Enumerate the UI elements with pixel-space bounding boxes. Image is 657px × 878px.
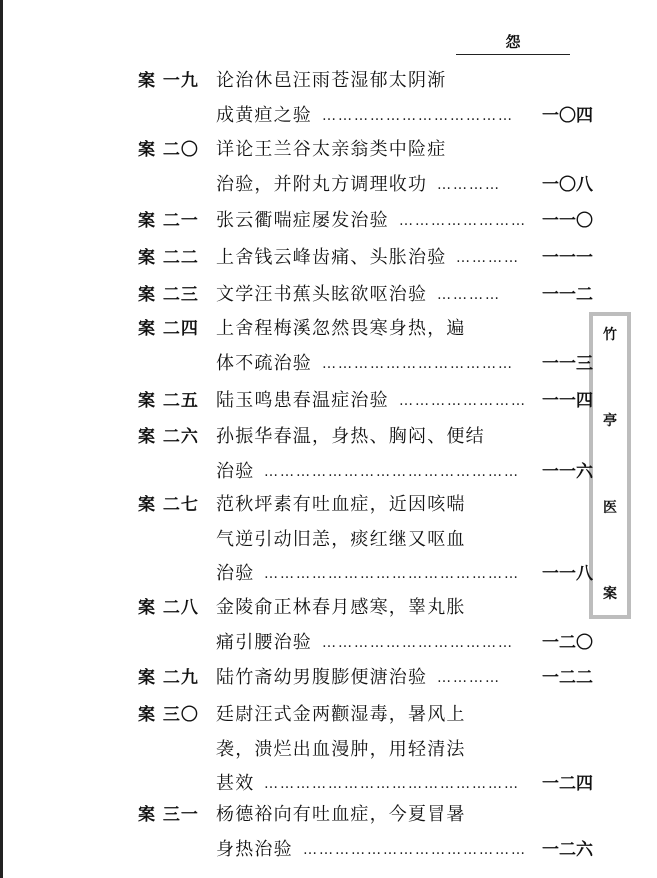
entry-title: 治验，并附丸方调理收功 bbox=[216, 173, 428, 195]
entry-title: 论治休邑汪雨苍湿郁太阴渐 bbox=[216, 70, 447, 91]
dot-leader: ……………………………… bbox=[322, 355, 514, 372]
dot-leader: ……………………………… bbox=[322, 634, 514, 651]
entry-title: 杨德裕向有吐血症，今夏冒暑 bbox=[216, 804, 466, 825]
entry-title: 上舍钱云峰齿痛、头胀治验 bbox=[216, 247, 447, 268]
toc-line bbox=[0, 769, 657, 799]
toc-line bbox=[0, 735, 657, 765]
dot-leader: …………………… bbox=[399, 213, 527, 229]
entry-title: 详论王兰谷太亲翁类中险症 bbox=[216, 139, 447, 160]
side-title-char: 医 bbox=[603, 499, 617, 516]
toc-line bbox=[0, 349, 657, 379]
dot-leader: ………… bbox=[437, 670, 501, 686]
case-number: 案 二二 bbox=[138, 248, 199, 268]
toc-line bbox=[0, 525, 657, 555]
toc-line bbox=[0, 628, 657, 658]
case-number: 案 二五 bbox=[138, 391, 199, 411]
toc-line bbox=[0, 835, 657, 865]
toc-line bbox=[0, 559, 657, 589]
dot-leader: ……………………………… bbox=[322, 107, 514, 124]
toc-line bbox=[0, 700, 657, 730]
page-number: 一二四 bbox=[542, 774, 593, 795]
page-number: 一一二 bbox=[542, 285, 593, 305]
toc-line bbox=[0, 800, 657, 830]
dot-leader: ………… bbox=[437, 176, 501, 193]
case-number: 案 二一 bbox=[138, 211, 199, 231]
case-number: 案 三一 bbox=[138, 805, 199, 825]
side-title-char: 案 bbox=[603, 585, 617, 602]
entry-title: 金陵俞正林春月感寒，睾丸胀 bbox=[216, 597, 466, 618]
case-number: 案 二七 bbox=[138, 495, 199, 515]
entry-title: 治验 bbox=[216, 460, 255, 482]
dot-leader: ………………………………………… bbox=[264, 566, 520, 583]
entry-title: 范秋坪素有吐血症，近因咳喘 bbox=[216, 494, 466, 515]
running-header: 怨 bbox=[456, 32, 570, 55]
entry-title: 上舍程梅溪忽然畏寒身热，遍 bbox=[216, 318, 466, 339]
case-number: 案 二三 bbox=[138, 285, 199, 305]
entry-title: 陆玉鸣患春温症治验 bbox=[216, 390, 389, 411]
dot-leader: ………… bbox=[456, 250, 520, 266]
entry-title: 袭，溃烂出血漫肿，用轻清法 bbox=[216, 738, 466, 760]
case-number: 案 二六 bbox=[138, 427, 199, 447]
page-number: 一一八 bbox=[542, 564, 593, 585]
page-number: 一〇四 bbox=[542, 105, 593, 126]
toc-line bbox=[0, 135, 657, 165]
toc-line bbox=[0, 170, 657, 200]
entry-title: 气逆引动旧恙，痰红继又呕血 bbox=[216, 528, 466, 550]
page-number: 一一六 bbox=[542, 461, 593, 482]
page-number: 一一一 bbox=[542, 248, 593, 268]
dot-leader: …………………… bbox=[399, 393, 527, 409]
entry-title: 体不疏治验 bbox=[216, 352, 312, 374]
toc-line bbox=[0, 457, 657, 487]
page-number: 一一四 bbox=[542, 391, 593, 411]
case-number: 案 三〇 bbox=[138, 705, 199, 725]
toc-line bbox=[0, 314, 657, 344]
dot-leader: ………… bbox=[437, 287, 501, 303]
case-number: 案 一九 bbox=[138, 71, 199, 91]
case-number: 案 二八 bbox=[138, 598, 199, 618]
toc-line bbox=[0, 593, 657, 623]
entry-title: 身热治验 bbox=[216, 838, 293, 860]
entry-title: 文学汪书蕉头眩欲呕治验 bbox=[216, 284, 428, 305]
entry-title: 成黄疸之验 bbox=[216, 104, 312, 126]
toc-line bbox=[0, 422, 657, 452]
case-number: 案 二〇 bbox=[138, 140, 199, 160]
dot-leader: ………………………………………… bbox=[264, 776, 520, 793]
toc-line bbox=[0, 386, 657, 416]
page-number: 一〇八 bbox=[542, 174, 593, 195]
page-number: 一二六 bbox=[542, 839, 593, 860]
entry-title: 陆竹斋幼男腹膨便溏治验 bbox=[216, 667, 428, 688]
entry-title: 廷尉汪式金两颧湿毒，暑风上 bbox=[216, 704, 466, 725]
page-number: 一一三 bbox=[542, 353, 593, 374]
dot-leader: …………………………………… bbox=[303, 841, 527, 858]
case-number: 案 二四 bbox=[138, 319, 199, 339]
page-number: 一二〇 bbox=[542, 632, 593, 653]
entry-title: 痛引腰治验 bbox=[216, 631, 312, 653]
toc-line bbox=[0, 280, 657, 310]
page-number: 一二二 bbox=[542, 668, 593, 688]
entry-title: 孙振华春温，身热、胸闷、便结 bbox=[216, 426, 485, 447]
side-title-char: 亭 bbox=[603, 413, 617, 430]
entry-title: 张云衢喘症屡发治验 bbox=[216, 210, 389, 231]
case-number: 案 二九 bbox=[138, 668, 199, 688]
side-title-char: 竹 bbox=[603, 327, 617, 343]
entry-title: 甚效 bbox=[216, 773, 255, 795]
page-number: 一一〇 bbox=[542, 211, 593, 231]
toc-line bbox=[0, 66, 657, 96]
toc-line bbox=[0, 206, 657, 236]
toc-line bbox=[0, 243, 657, 273]
toc-line bbox=[0, 101, 657, 131]
toc-line bbox=[0, 663, 657, 693]
entry-title: 治验 bbox=[216, 563, 255, 585]
toc-line bbox=[0, 490, 657, 520]
dot-leader: ………………………………………… bbox=[264, 463, 520, 480]
